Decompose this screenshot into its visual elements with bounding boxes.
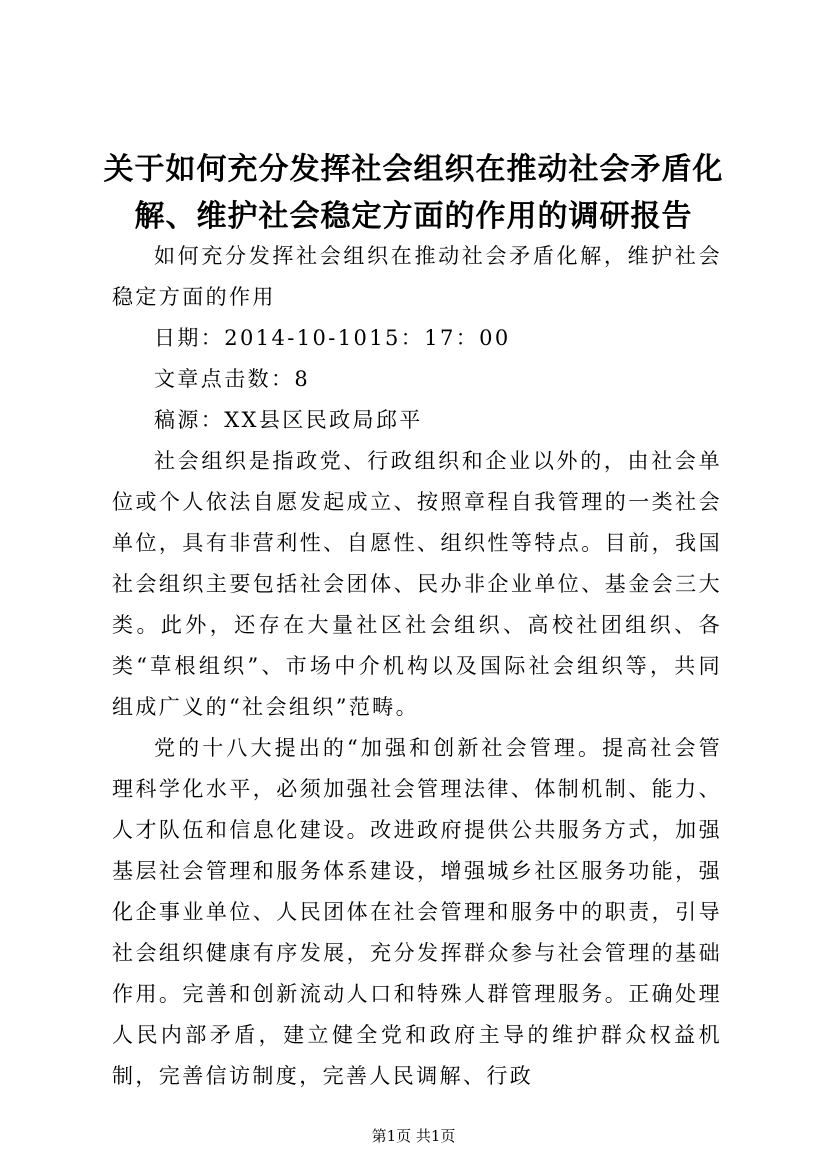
document-subtitle: 如何充分发挥社会组织在推动社会矛盾化解，维护社会稳定方面的作用 [112, 244, 722, 309]
document-body [112, 236, 722, 1097]
publish-date: 日期：2014-10-1015：17：00 [154, 326, 511, 350]
document-title: 关于如何充分发挥社会组织在推动社会矛盾化解、维护社会稳定方面的作用的调研报告 [103, 152, 724, 234]
body-paragraph: 社会组织是指政党、行政组织和企业以外的，由社会单位或个人依法自愿发起成立、按照章程自我管理的一类社会单位，具有非营利性、自愿性、组织性等特点。目前，我国社会组织主要包括社会团体、民办非企业单位、基金会三大类。此外，还存在大量社区社会组织、高校社团组织、各类“草根组织”、市场中介机构以及国际社会组织等，共同组成广义的“社会组织”范畴。 [112, 449, 722, 719]
article-source: 稿源：XX县区民政局邱平 [154, 408, 423, 432]
page-number-footer: 第1页 共1页 [371, 1127, 456, 1145]
click-count: 文章点击数：8 [154, 367, 311, 391]
body-paragraph: 党的十八大提出的“加强和创新社会管理。提高社会管理科学化水平，必须加强社会管理法律、体制机制、能力、人才队伍和信息化建设。改进政府提供公共服务方式，加强基层社会管理和服务体系建设，增强城乡社区服务功能，强化企事业单位、人民团体在社会管理和服务中的职责，引导社会组织健康有序发展，充分发挥群众参与社会管理的基础作用。完善和创新流动人口和特殊人群管理服务。正确处理人民内部矛盾，建立健全党和政府主导的维护群众权益机制，完善信访制度，完善人民调解、行政 [112, 736, 722, 1088]
